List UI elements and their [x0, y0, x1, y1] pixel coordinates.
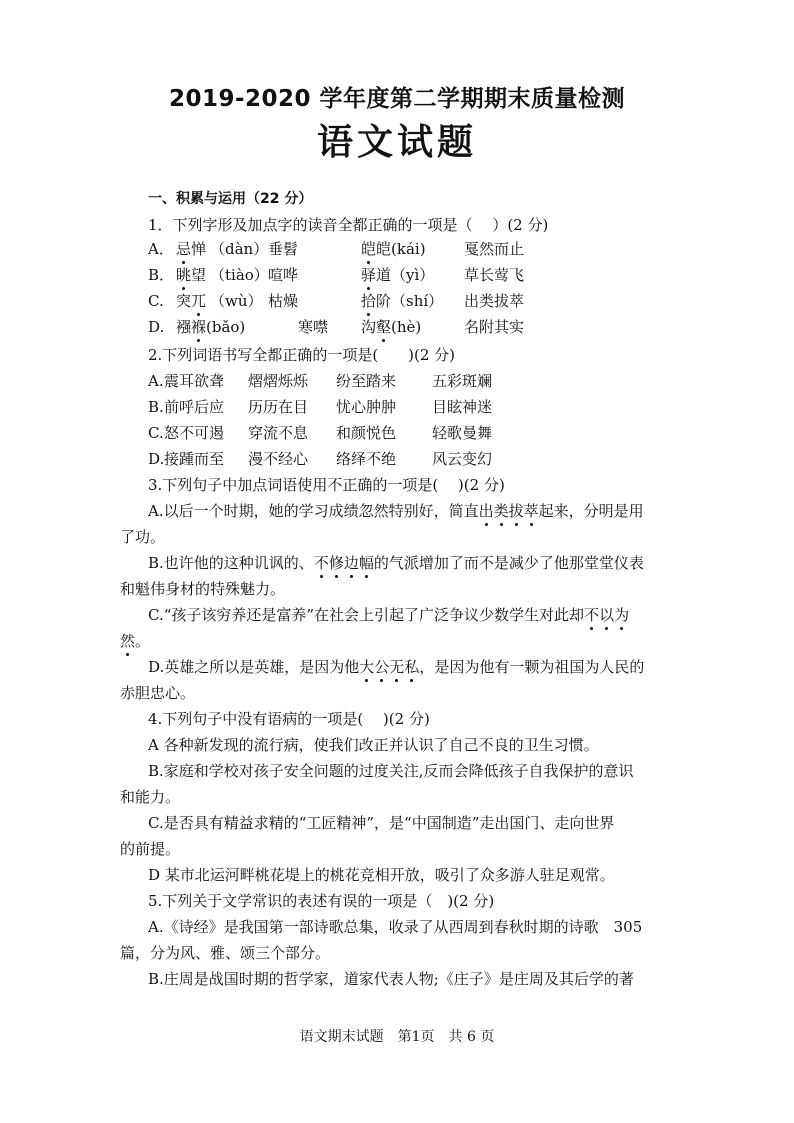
question-4-option-b: B.家庭和学校对孩子安全问题的过度关注,反而会降低孩子自我保护的意识	[148, 762, 634, 780]
question-5-option-a-cont: 篇，分为风、雅、颂三个部分。	[120, 944, 331, 962]
question-2-stem: 2.下列词语书写全都正确的一项是( )(2 分)	[148, 346, 456, 364]
question-3-option-a: A.以后一个时期，她的学习成绩忽然特别好，简直出类拔萃起来，分明是用	[148, 502, 644, 520]
question-3-option-c: C.“孩子该穷养还是富养”在社会上引起了广泛争议少数学生对此却不以为	[148, 606, 630, 624]
question-1-option-c: C. 突兀 （wù） 枯燥 拾阶（shí） 出类拔萃	[148, 292, 525, 310]
question-2-option-b: B. 前呼后应 历历在目 忧心肿肿 目眩神迷	[148, 398, 493, 416]
question-3-stem: 3.下列句子中加点词语使用不正确的一项是( )(2 分)	[148, 476, 505, 494]
question-3-option-d-cont: 赤胆忠心。	[120, 684, 196, 702]
subject-title: 语文试题	[316, 122, 477, 163]
question-3-option-d: D.英雄之所以是英雄，是因为他大公无私，是因为他有一颗为祖国为人民的	[148, 658, 645, 676]
dotted-char: 驿	[361, 266, 377, 284]
question-5-option-a: A.《诗经》是我国第一部诗歌总集，收录了从西周到春秋时期的诗歌 305	[148, 918, 643, 936]
dotted-word: 然	[120, 632, 136, 650]
dotted-word: 出类拔萃	[478, 502, 539, 520]
question-2-option-a: A. 震耳欲聋 熠熠烁烁 纷至踏来 五彩斑斓	[148, 372, 493, 390]
page-footer: 语文期末试题 第1页 共 6 页	[299, 1029, 495, 1045]
question-4-stem: 4.下列句子中没有语病的一项是( )(2 分)	[148, 710, 430, 728]
exam-title: 2019-2020 学年度第二学期期末质量检测	[168, 86, 626, 112]
dotted-word: 不修边幅	[313, 554, 374, 572]
question-4-option-a: A 各种新发现的流行病，使我们改正并认识了自己不良的卫生习惯。	[148, 736, 599, 754]
dotted-char: 褓	[191, 318, 207, 336]
question-3-option-b-cont: 和魁伟身材的特殊魅力。	[120, 580, 286, 598]
question-3-option-c-cont: 然。	[120, 632, 151, 650]
question-4-option-b-cont: 和能力。	[120, 788, 181, 806]
dotted-char: 忌	[176, 240, 192, 258]
question-1-option-d: D. 襁褓 (bǎo) 寒噤 沟壑(hè) 名附其实	[148, 318, 525, 336]
dotted-char: 壑	[376, 318, 392, 336]
question-1-option-b: B． 眺望 （tiào） 喧哗 驿道（yì） 草长莺飞	[148, 266, 525, 284]
question-3-option-b: B.也许他的这种讥讽的、不修边幅的气派增加了而不是减少了他那堂堂仪表	[148, 554, 644, 572]
question-1-stem: 1．下列字形及加点字的读音全都正确的一项是（ ）(2 分)	[148, 216, 549, 234]
question-2-option-d: D. 接踵而至 漫不经心 络绎不绝 风云变幻	[148, 450, 493, 468]
question-3-option-a-cont: 了功。	[120, 528, 166, 546]
question-4-option-c: C.是否具有精益求精的“工匠精神”，是“中国制造”走出国门、走向世界	[148, 814, 615, 832]
dotted-char: 兀	[191, 292, 207, 310]
dotted-char: 皑	[361, 240, 377, 258]
section-heading: 一、积累与运用（22 分）	[148, 191, 313, 207]
question-1-option-a: A． 忌惮 （dàn） 垂髫 皑皑(kái) 戛然而止	[148, 240, 525, 258]
question-4-option-d: D 某市北运河畔桃花堤上的桃花竞相开放，吸引了众多游人驻足观常。	[148, 866, 615, 884]
question-5-stem: 5.下列关于文学常识的表述有误的一项是（ )(2 分)	[148, 892, 495, 910]
dotted-char: 眺	[176, 266, 192, 284]
dotted-word: 大公无私	[359, 658, 420, 676]
question-2-option-c: C. 怒不可遏 穿流不息 和颜悦色 轻歌曼舞	[148, 424, 493, 442]
question-5-option-b: B.庄周是战国时期的哲学家，道家代表人物;《庄子》是庄周及其后学的著	[148, 970, 634, 988]
dotted-char: 拾	[361, 292, 377, 310]
dotted-word: 不以为	[584, 606, 630, 624]
question-4-option-c-cont: 的前提。	[120, 840, 181, 858]
